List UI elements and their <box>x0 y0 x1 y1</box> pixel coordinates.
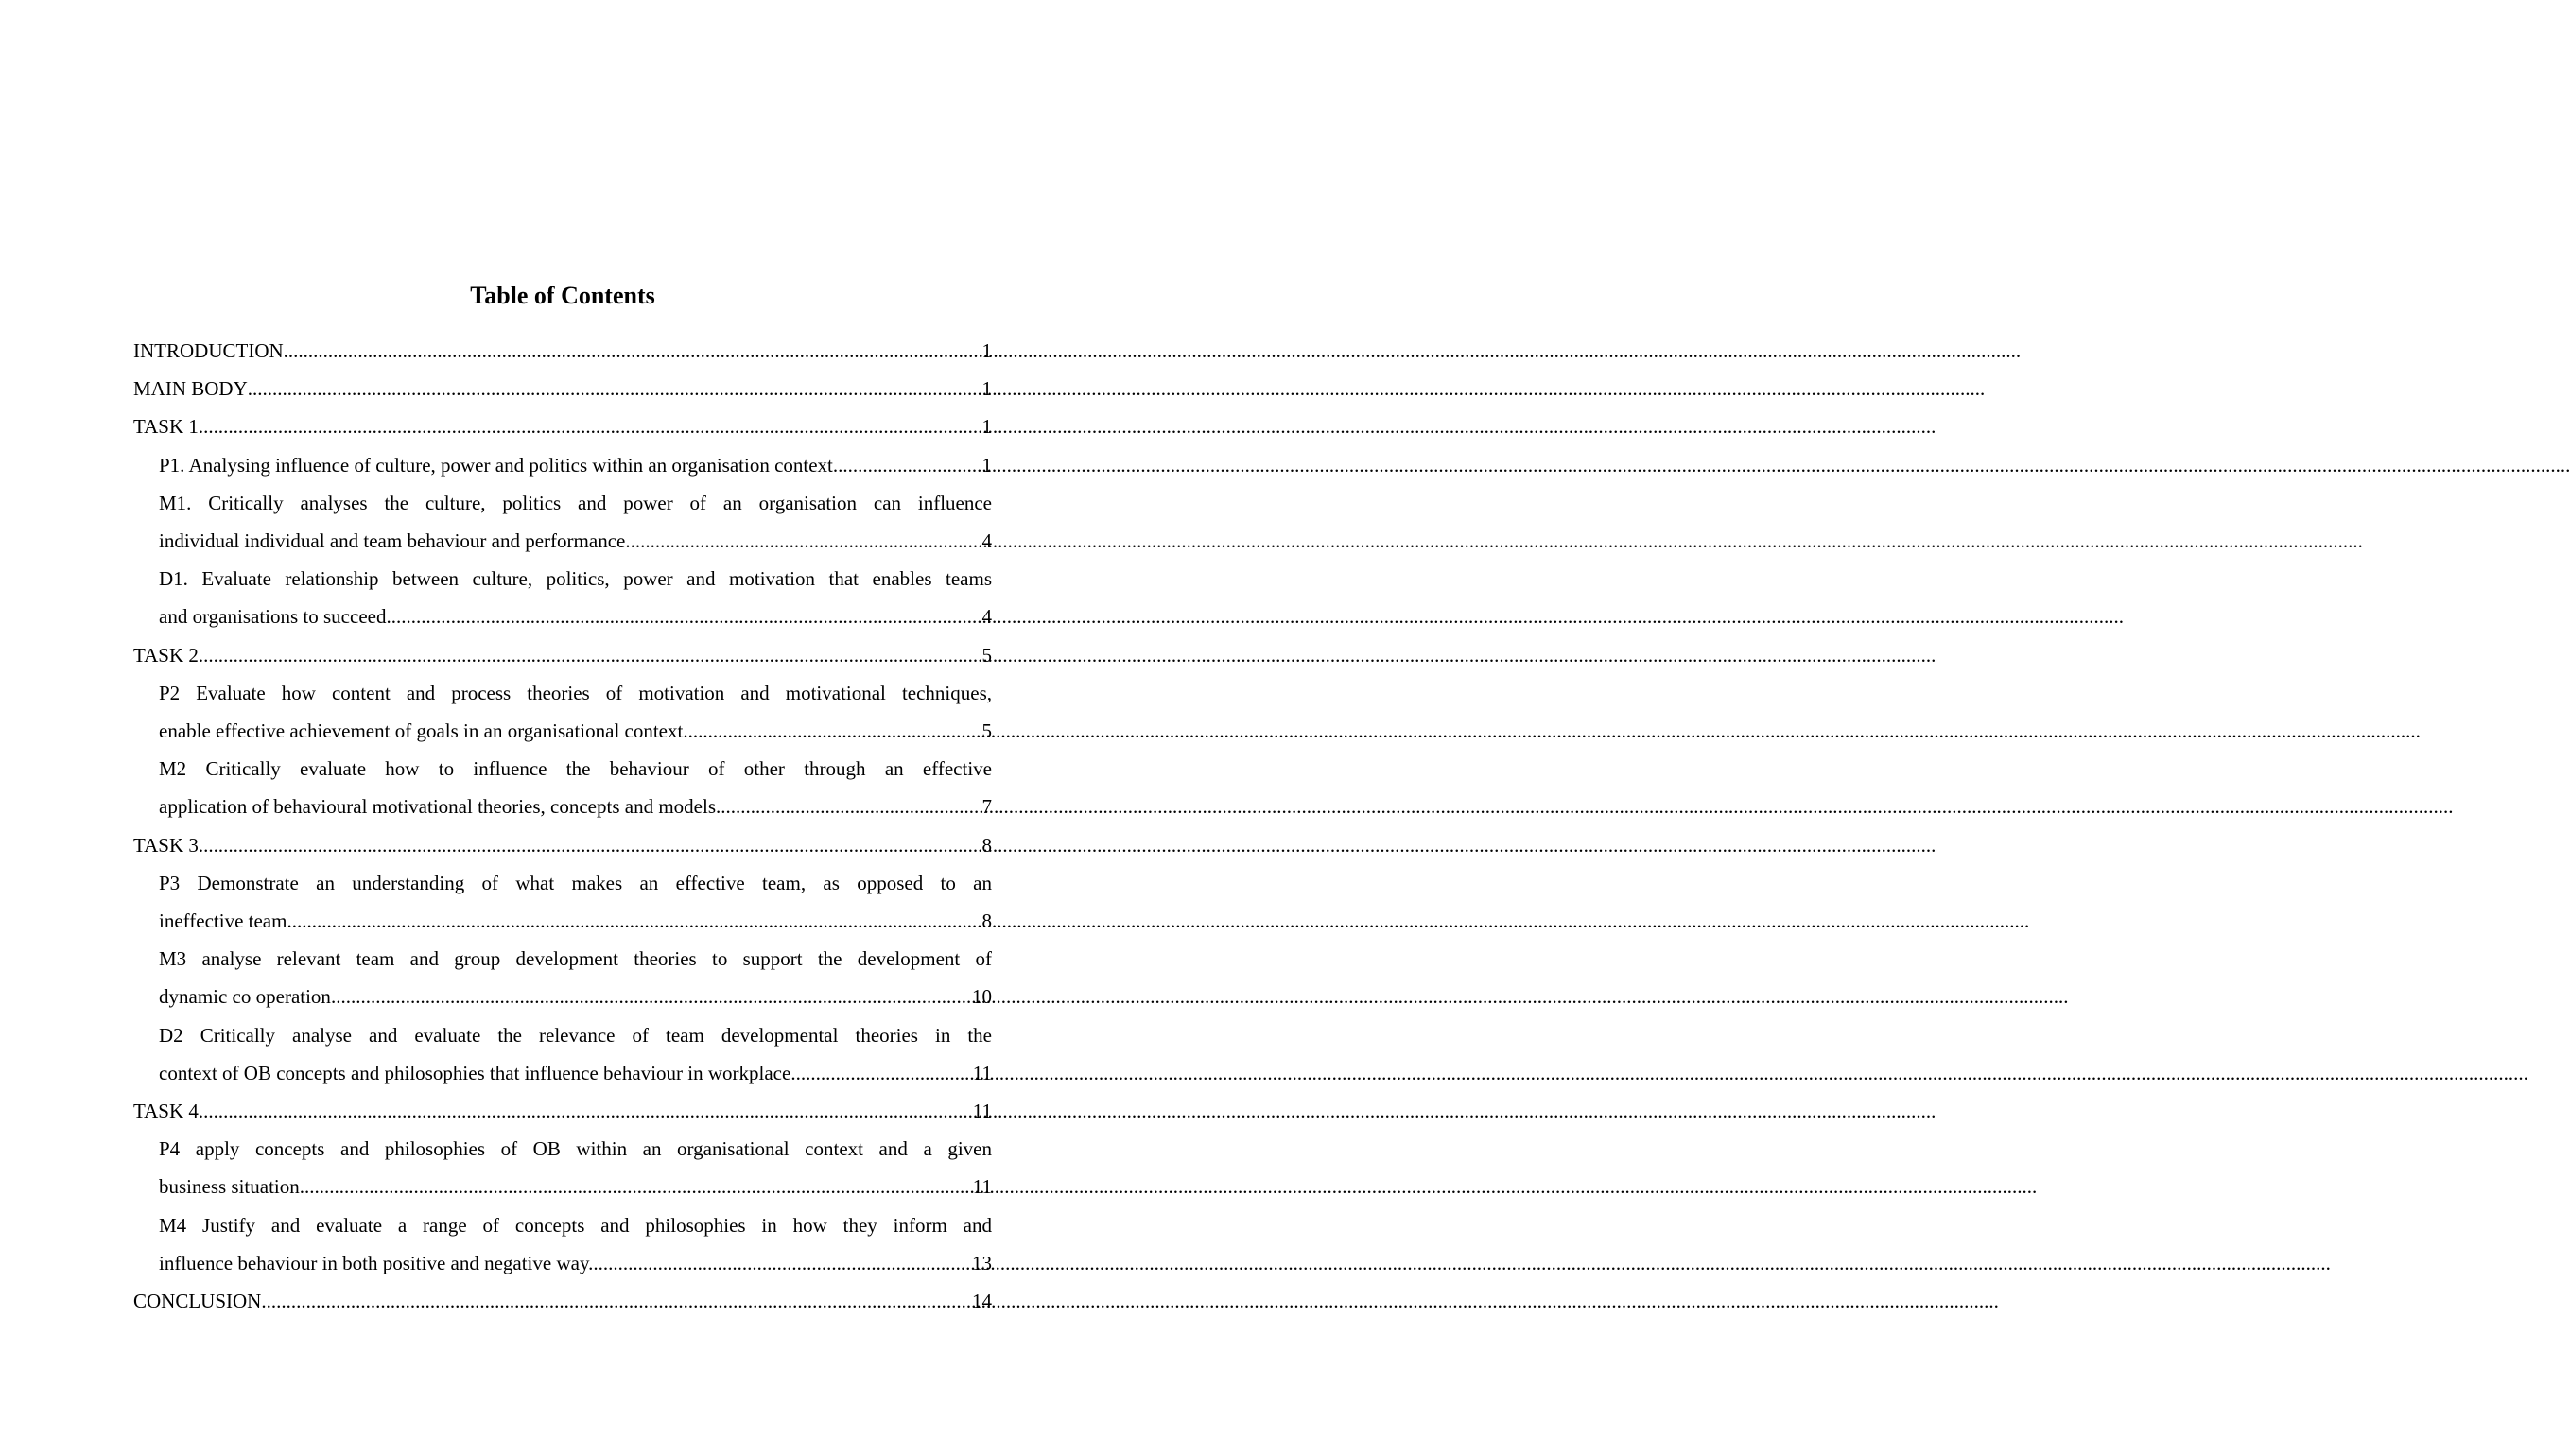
toc-page-number: 4 <box>981 529 992 553</box>
toc-page-number: 4 <box>981 605 992 629</box>
toc-entry-text-line: P2 Evaluate how content and process theories of motivation and motivational techniques, <box>159 681 992 704</box>
toc-page-number: 10 <box>972 985 992 1009</box>
toc-dot-leader <box>199 407 982 445</box>
toc-entry-label: influence behaviour in both positive and negative way. <box>159 1251 594 1274</box>
toc-entry-label: TASK 3 <box>133 833 199 857</box>
toc-entry[interactable] <box>133 1092 992 1130</box>
toc-entry-line <box>159 788 992 825</box>
toc-entry[interactable] <box>133 446 992 484</box>
toc-dot-leader <box>593 1244 972 1282</box>
toc-page-number: 11 <box>972 1175 992 1199</box>
toc-dot-leader <box>199 826 982 864</box>
toc-entry-label: and organisations to succeed <box>159 605 387 629</box>
toc-entry-text-line: M3 analyse relevant team and group development theories to support the development of <box>159 947 992 971</box>
toc-entry-label: TASK 4 <box>133 1100 199 1123</box>
toc-entry[interactable] <box>133 484 992 560</box>
toc-entry-line <box>159 446 992 484</box>
toc-entry[interactable] <box>133 826 992 864</box>
toc-entry-line <box>133 826 992 864</box>
toc-entry-label: dynamic co operation <box>159 985 331 1009</box>
toc-entry-label: INTRODUCTION <box>133 339 284 362</box>
toc-entry-text-line: M1. Critically analyses the culture, politics and power of an organisation can influence <box>159 491 992 514</box>
toc-entry[interactable] <box>133 1130 992 1205</box>
toc-dot-leader <box>199 1092 973 1130</box>
page-title: Table of Contents <box>470 282 655 309</box>
toc-entry[interactable] <box>133 407 992 445</box>
toc-entry-label: TASK 1 <box>133 415 199 439</box>
toc-page-number: 7 <box>981 795 992 819</box>
toc-entry-label: context of OB concepts and philosophies that influence behaviour in workplace <box>159 1061 791 1084</box>
toc-entry-line <box>159 1054 992 1092</box>
toc-entry-label: TASK 2 <box>133 643 199 667</box>
toc-entry-line <box>159 902 992 940</box>
toc-entry-label: enable effective achievement of goals in an organisational context <box>159 719 684 743</box>
toc-entry[interactable] <box>133 560 992 635</box>
toc-entry-text-line: M2 Critically evaluate how to influence the behaviour of other through an effective <box>159 757 992 781</box>
toc-page-number: 5 <box>981 643 992 667</box>
toc-entry-line <box>133 332 992 370</box>
toc-entry-line <box>133 636 992 674</box>
toc-entry[interactable] <box>133 636 992 674</box>
toc-page-number: 8 <box>981 910 992 933</box>
toc-entry[interactable] <box>133 1282 992 1320</box>
toc-dot-leader <box>261 1282 972 1320</box>
toc-entry[interactable] <box>133 1206 992 1282</box>
toc-entry-text-line: P4 apply concepts and philosophies of OB within an organisational context and a given <box>159 1137 992 1161</box>
toc-entry-label: MAIN BODY <box>133 377 248 401</box>
toc-dot-leader <box>248 370 982 407</box>
toc-page-number: 1 <box>981 415 992 439</box>
toc-page-number: 13 <box>972 1251 992 1274</box>
toc-page-number: 8 <box>981 833 992 857</box>
toc-dot-leader <box>833 446 982 484</box>
toc-dot-leader <box>199 636 982 674</box>
toc-entry-line <box>159 522 992 560</box>
toc-entry-label: P1. Analysing influence of culture, power and politics within an organisation context <box>159 453 833 477</box>
toc-dot-leader <box>625 522 981 560</box>
toc-entry-text-line: P3 Demonstrate an understanding of what makes an effective team, as opposed to an <box>159 871 992 894</box>
toc-entry-line <box>159 978 992 1015</box>
toc-page-number: 1 <box>981 377 992 401</box>
toc-entry[interactable] <box>133 332 992 370</box>
toc-entry-text-line: D2 Critically analyse and evaluate the relevance of team developmental theories in the <box>159 1023 992 1047</box>
toc-dot-leader <box>284 332 982 370</box>
toc-entry-label: ineffective team. <box>159 910 292 933</box>
toc-page-number: 5 <box>981 719 992 743</box>
table-of-contents <box>133 332 992 1320</box>
toc-dot-leader <box>300 1168 973 1205</box>
toc-entry-label: business situation <box>159 1175 300 1199</box>
toc-dot-leader <box>331 978 972 1015</box>
toc-entry-line <box>159 1244 992 1282</box>
toc-entry[interactable] <box>133 750 992 825</box>
toc-entry[interactable] <box>133 864 992 940</box>
toc-dot-leader <box>683 712 981 750</box>
toc-entry-line <box>133 370 992 407</box>
toc-entry-line <box>159 712 992 750</box>
toc-entry-line <box>133 1282 992 1320</box>
toc-entry[interactable] <box>133 1016 992 1092</box>
toc-entry-line <box>133 407 992 445</box>
toc-entry[interactable] <box>133 674 992 750</box>
toc-dot-leader <box>386 598 981 635</box>
toc-page-number: 11 <box>972 1100 992 1123</box>
toc-dot-leader <box>790 1054 972 1092</box>
toc-page-number: 14 <box>972 1290 992 1313</box>
toc-entry-line <box>133 1092 992 1130</box>
toc-entry[interactable] <box>133 940 992 1015</box>
toc-page-number: 1 <box>981 453 992 477</box>
toc-entry[interactable] <box>133 370 992 407</box>
toc-entry-label: application of behavioural motivational theories, concepts and models <box>159 795 716 819</box>
toc-entry-line <box>159 1168 992 1205</box>
toc-entry-line <box>159 598 992 635</box>
toc-entry-label: CONCLUSION <box>133 1290 262 1313</box>
toc-dot-leader <box>716 788 982 825</box>
toc-dot-leader <box>292 902 982 940</box>
toc-page-number: 1 <box>981 339 992 362</box>
toc-page-number: 11 <box>972 1061 992 1084</box>
toc-entry-text-line: M4 Justify and evaluate a range of concepts and philosophies in how they inform and <box>159 1213 992 1237</box>
toc-entry-label: individual individual and team behaviour and performance <box>159 529 626 553</box>
toc-entry-text-line: D1. Evaluate relationship between culture, politics, power and motivation that enables teams <box>159 567 992 591</box>
